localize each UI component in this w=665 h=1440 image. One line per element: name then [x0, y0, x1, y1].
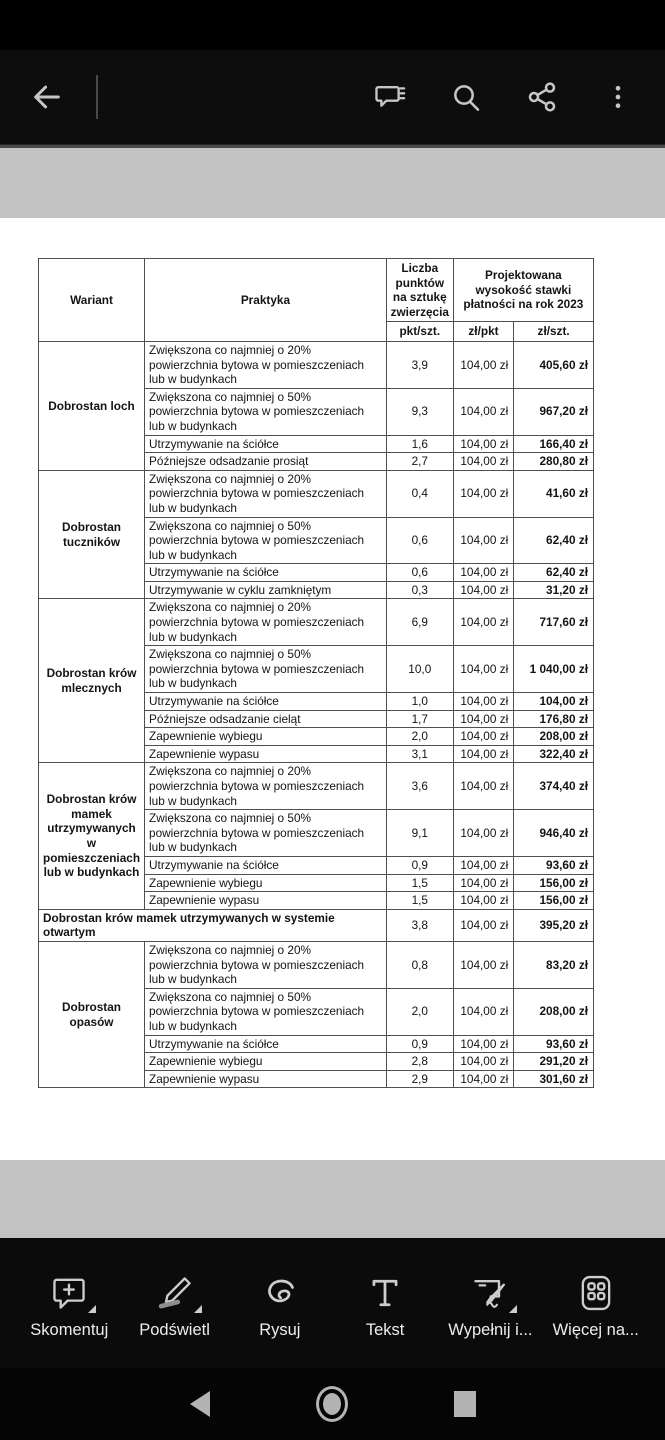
fill-sign-icon: [472, 1275, 508, 1311]
practice-cell: Zwiększona co najmniej o 20% powierzchnia bytowa w pomieszczeniach lub w budynkach: [145, 763, 387, 810]
header-points: Liczba punktów na sztukę zwierzęcia: [386, 259, 453, 322]
android-back-button[interactable]: [190, 1391, 210, 1417]
fill-sign-tool-button[interactable]: [446, 1267, 534, 1340]
rate-per-animal-cell: 41,60 zł: [514, 470, 594, 517]
highlight-tool-label: Podświetl: [139, 1320, 210, 1339]
points-cell: 0,3: [386, 581, 453, 599]
dropdown-caret-icon: [194, 1305, 202, 1313]
rate-per-animal-cell: 156,00 zł: [514, 892, 594, 910]
overflow-menu-icon: [604, 83, 632, 111]
rate-per-animal-cell: 31,20 zł: [514, 581, 594, 599]
practice-cell: Zwiększona co najmniej o 50% powierzchnia bytowa w pomieszczeniach lub w budynkach: [145, 988, 387, 1035]
rate-per-point-cell: 104,00 zł: [453, 810, 513, 857]
viewer-background-bottom: [0, 1160, 665, 1238]
rate-per-animal-cell: 717,60 zł: [514, 599, 594, 646]
rate-per-animal-cell: 208,00 zł: [514, 988, 594, 1035]
dropdown-caret-icon: [88, 1305, 96, 1313]
header-practice: Praktyka: [145, 259, 387, 342]
rate-per-point-cell: 104,00 zł: [453, 453, 513, 471]
points-cell: 3,6: [386, 763, 453, 810]
rate-per-animal-cell: 83,20 zł: [514, 941, 594, 988]
viewer-background-top: [0, 145, 665, 218]
rate-per-point-cell: 104,00 zł: [453, 874, 513, 892]
more-tools-button[interactable]: [552, 1267, 640, 1340]
practice-cell: Utrzymywanie na ściółce: [145, 564, 387, 582]
points-cell: 6,9: [386, 599, 453, 646]
overflow-menu-button[interactable]: [593, 72, 643, 122]
search-button[interactable]: [441, 72, 491, 122]
rate-per-animal-cell: 322,40 zł: [514, 745, 594, 763]
text-icon: [367, 1275, 403, 1311]
draw-icon: [262, 1275, 298, 1311]
header-sub-zl-szt: zł/szt.: [514, 322, 594, 342]
header-projected: Projektowana wysokość stawki płatności na rok 2023: [453, 259, 593, 322]
points-cell: 2,7: [386, 453, 453, 471]
rate-per-point-cell: 104,00 zł: [453, 341, 513, 388]
android-navigation-bar: [0, 1368, 665, 1440]
practice-cell: Utrzymywanie na ściółce: [145, 435, 387, 453]
android-recents-button[interactable]: [454, 1391, 476, 1417]
points-cell: 3,9: [386, 341, 453, 388]
rate-per-animal-cell: 946,40 zł: [514, 810, 594, 857]
rate-per-point-cell: 104,00 zł: [453, 728, 513, 746]
variant-full-cell: Dobrostan krów mamek utrzymywanych w systemie otwartym: [39, 909, 387, 941]
rate-per-animal-cell: 176,80 zł: [514, 710, 594, 728]
rate-per-animal-cell: 156,00 zł: [514, 874, 594, 892]
points-cell: 0,6: [386, 517, 453, 564]
fill-sign-tool-label: Wypełnij i...: [448, 1320, 533, 1339]
variant-cell: Dobrostan tuczników: [39, 470, 145, 599]
rate-per-point-cell: 104,00 zł: [453, 581, 513, 599]
rate-per-point-cell: 104,00 zł: [453, 710, 513, 728]
rate-per-point-cell: 104,00 zł: [453, 435, 513, 453]
rate-per-point-cell: 104,00 zł: [453, 763, 513, 810]
rate-per-animal-cell: 93,60 zł: [514, 1035, 594, 1053]
practice-cell: Zapewnienie wypasu: [145, 1070, 387, 1088]
rate-per-point-cell: 104,00 zł: [453, 856, 513, 874]
android-home-button[interactable]: [316, 1386, 348, 1422]
points-cell: 1,0: [386, 693, 453, 711]
points-cell: 3,1: [386, 745, 453, 763]
rate-per-point-cell: 104,00 zł: [453, 892, 513, 910]
rate-per-animal-cell: 1 040,00 zł: [514, 646, 594, 693]
rate-per-point-cell: 104,00 zł: [453, 941, 513, 988]
practice-cell: Zwiększona co najmniej o 50% powierzchnia bytowa w pomieszczeniach lub w budynkach: [145, 388, 387, 435]
rate-per-point-cell: 104,00 zł: [453, 1053, 513, 1071]
back-button[interactable]: [22, 72, 72, 122]
points-cell: 2,9: [386, 1070, 453, 1088]
rate-per-animal-cell: 104,00 zł: [514, 693, 594, 711]
table-row: [39, 341, 594, 388]
variant-cell: Dobrostan krów mamek utrzymywanych w pomieszczeniach lub w budynkach: [39, 763, 145, 909]
practice-cell: Zapewnienie wybiegu: [145, 728, 387, 746]
practice-cell: Utrzymywanie na ściółce: [145, 693, 387, 711]
rate-per-point-cell: 104,00 zł: [453, 599, 513, 646]
text-tool-label: Tekst: [365, 1320, 405, 1339]
top-toolbar: [0, 50, 665, 145]
points-cell: 0,9: [386, 856, 453, 874]
share-button[interactable]: [517, 72, 567, 122]
rate-per-point-cell: 104,00 zł: [453, 517, 513, 564]
practice-cell: Utrzymywanie na ściółce: [145, 856, 387, 874]
rate-per-point-cell: 104,00 zł: [453, 388, 513, 435]
practice-cell: Zapewnienie wypasu: [145, 892, 387, 910]
rate-per-animal-cell: 967,20 zł: [514, 388, 594, 435]
points-cell: 10,0: [386, 646, 453, 693]
rate-per-animal-cell: 208,00 zł: [514, 728, 594, 746]
rate-per-animal-cell: 395,20 zł: [514, 909, 594, 941]
points-cell: 1,6: [386, 435, 453, 453]
more-tools-label: Więcej na...: [552, 1320, 639, 1339]
header-sub-points: pkt/szt.: [386, 322, 453, 342]
rate-per-point-cell: 104,00 zł: [453, 470, 513, 517]
highlight-tool-button[interactable]: [131, 1267, 219, 1340]
practice-cell: Zapewnienie wybiegu: [145, 1053, 387, 1071]
rate-per-animal-cell: 405,60 zł: [514, 341, 594, 388]
comment-tool-button[interactable]: [25, 1267, 113, 1340]
points-cell: 1,5: [386, 874, 453, 892]
variant-cell: Dobrostan krów mlecznych: [39, 599, 145, 763]
rate-per-animal-cell: 280,80 zł: [514, 453, 594, 471]
points-cell: 9,1: [386, 810, 453, 857]
table-row: [39, 763, 594, 810]
rate-per-point-cell: 104,00 zł: [453, 909, 513, 941]
practice-cell: Późniejsze odsadzanie cieląt: [145, 710, 387, 728]
table-row: [39, 599, 594, 646]
points-cell: 2,0: [386, 988, 453, 1035]
home-circle-icon: [323, 1393, 341, 1415]
rate-per-point-cell: 104,00 zł: [453, 1070, 513, 1088]
comments-button[interactable]: [365, 72, 415, 122]
search-icon: [450, 81, 482, 113]
points-cell: 0,9: [386, 1035, 453, 1053]
comment-tool-label: Skomentuj: [30, 1320, 109, 1339]
practice-cell: Późniejsze odsadzanie prosiąt: [145, 453, 387, 471]
practice-cell: Zwiększona co najmniej o 20% powierzchnia bytowa w pomieszczeniach lub w budynkach: [145, 941, 387, 988]
practice-cell: Zwiększona co najmniej o 20% powierzchnia bytowa w pomieszczeniach lub w budynkach: [145, 599, 387, 646]
practice-cell: Zwiększona co najmniej o 20% powierzchnia bytowa w pomieszczeniach lub w budynkach: [145, 341, 387, 388]
practice-cell: Zwiększona co najmniej o 50% powierzchnia bytowa w pomieszczeniach lub w budynkach: [145, 810, 387, 857]
highlighter-icon: [157, 1275, 193, 1311]
share-icon: [526, 81, 558, 113]
points-cell: 2,0: [386, 728, 453, 746]
rate-per-animal-cell: 93,60 zł: [514, 856, 594, 874]
practice-cell: Utrzymywanie na ściółce: [145, 1035, 387, 1053]
rate-per-point-cell: 104,00 zł: [453, 564, 513, 582]
rate-per-animal-cell: 374,40 zł: [514, 763, 594, 810]
status-bar: [0, 0, 665, 50]
variant-cell: Dobrostan opasów: [39, 941, 145, 1087]
table-row: [39, 941, 594, 988]
points-cell: 1,5: [386, 892, 453, 910]
points-cell: 2,8: [386, 1053, 453, 1071]
draw-tool-label: Rysuj: [259, 1320, 301, 1339]
payment-rates-table: [38, 258, 594, 1088]
rate-per-point-cell: 104,00 zł: [453, 988, 513, 1035]
rate-per-point-cell: 104,00 zł: [453, 646, 513, 693]
comment-add-icon: [51, 1275, 87, 1311]
header-sub-zl-pkt: zł/pkt: [453, 322, 513, 342]
text-tool-button[interactable]: [341, 1267, 429, 1340]
rate-per-animal-cell: 301,60 zł: [514, 1070, 594, 1088]
rate-per-animal-cell: 62,40 zł: [514, 564, 594, 582]
practice-cell: Utrzymywanie w cyklu zamkniętym: [145, 581, 387, 599]
practice-cell: Zapewnienie wypasu: [145, 745, 387, 763]
points-cell: 0,4: [386, 470, 453, 517]
header-variant: Wariant: [39, 259, 145, 342]
table-row-full-span: [39, 909, 594, 941]
practice-cell: Zwiększona co najmniej o 50% powierzchnia bytowa w pomieszczeniach lub w budynkach: [145, 517, 387, 564]
draw-tool-button[interactable]: [236, 1267, 324, 1340]
points-cell: 3,8: [386, 909, 453, 941]
pdf-page[interactable]: [0, 218, 665, 1160]
points-cell: 0,8: [386, 941, 453, 988]
practice-cell: Zapewnienie wybiegu: [145, 874, 387, 892]
rate-per-point-cell: 104,00 zł: [453, 745, 513, 763]
comments-icon: [374, 81, 406, 113]
points-cell: 9,3: [386, 388, 453, 435]
variant-cell: Dobrostan loch: [39, 341, 145, 470]
annotation-toolbar: [0, 1238, 665, 1368]
practice-cell: Zwiększona co najmniej o 20% powierzchnia bytowa w pomieszczeniach lub w budynkach: [145, 470, 387, 517]
practice-cell: Zwiększona co najmniej o 50% powierzchnia bytowa w pomieszczeniach lub w budynkach: [145, 646, 387, 693]
toolbar-divider: [96, 75, 98, 119]
dropdown-caret-icon: [509, 1305, 517, 1313]
rate-per-animal-cell: 166,40 zł: [514, 435, 594, 453]
rate-per-point-cell: 104,00 zł: [453, 693, 513, 711]
more-tools-icon: [578, 1275, 614, 1311]
rate-per-animal-cell: 62,40 zł: [514, 517, 594, 564]
table-row: [39, 470, 594, 517]
rate-per-animal-cell: 291,20 zł: [514, 1053, 594, 1071]
points-cell: 1,7: [386, 710, 453, 728]
back-arrow-icon: [30, 80, 64, 114]
points-cell: 0,6: [386, 564, 453, 582]
rate-per-point-cell: 104,00 zł: [453, 1035, 513, 1053]
